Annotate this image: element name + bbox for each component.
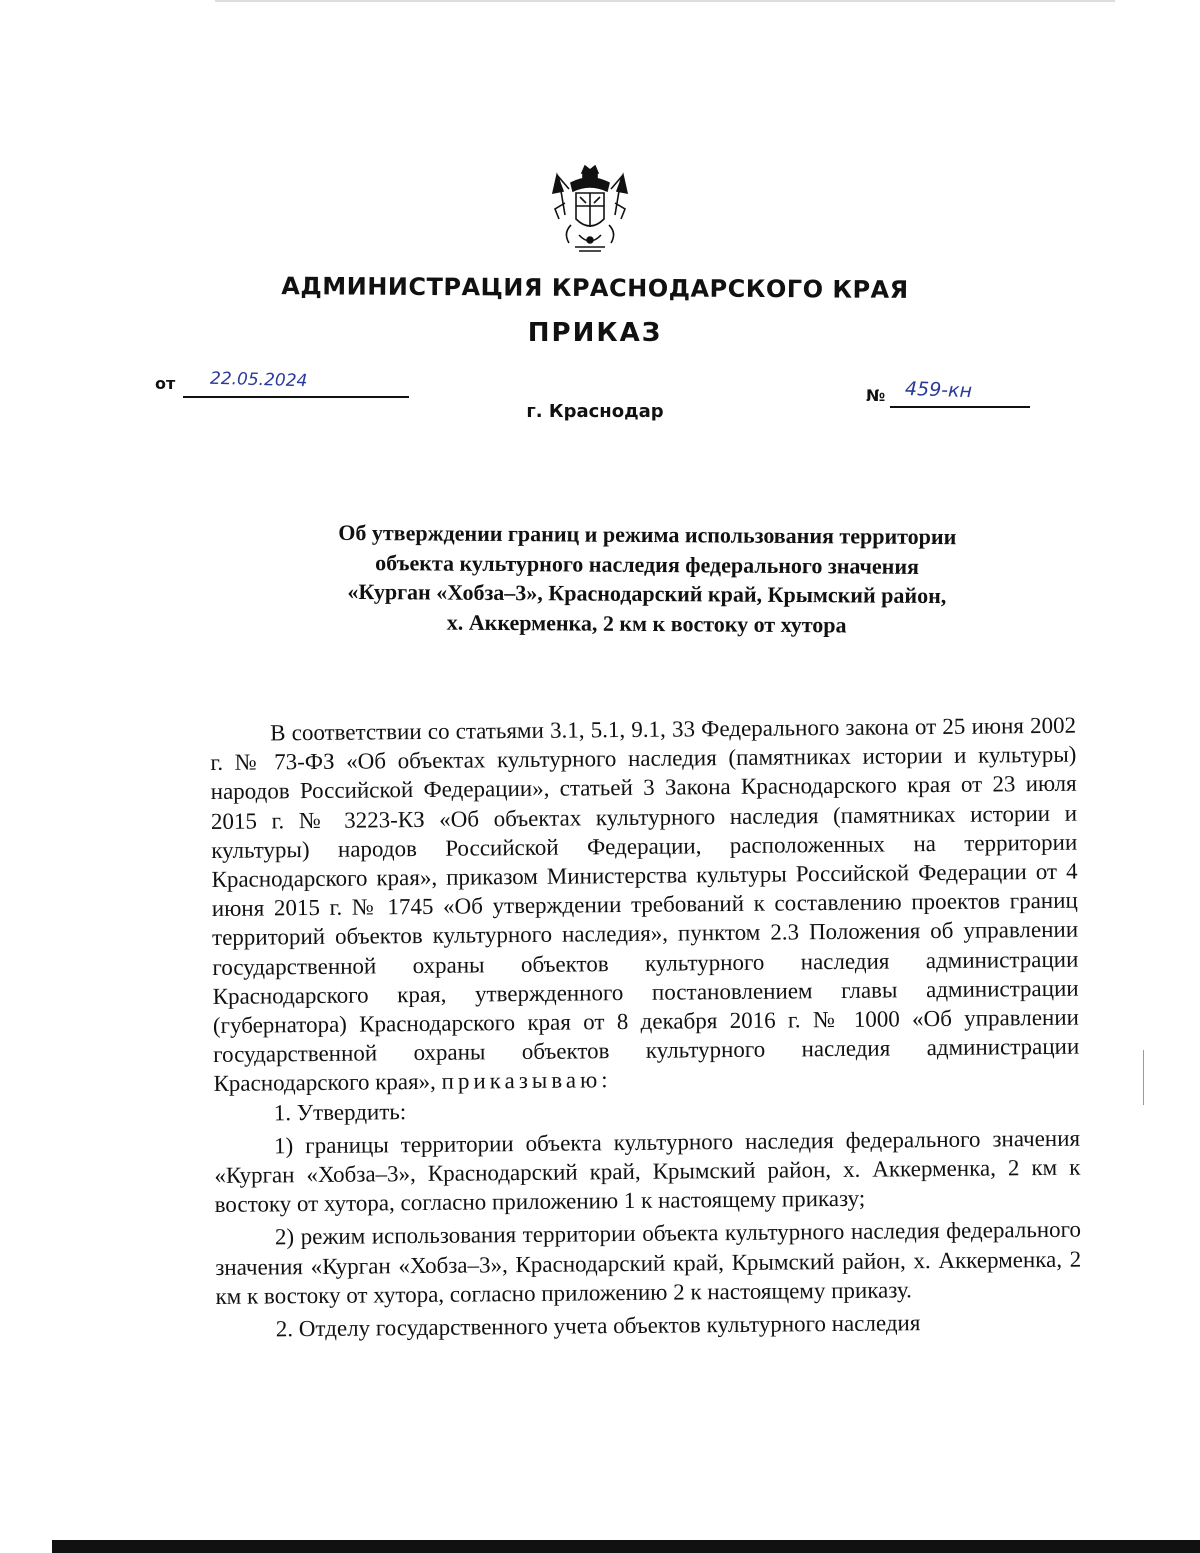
city-label: г. Краснодар	[526, 401, 664, 422]
date-underline	[183, 396, 409, 398]
krasnodar-coat-of-arms-icon	[549, 163, 631, 255]
preamble-text: В соответствии со статьями 3.1, 5.1, 9.1, 33 Федерального закона от 25 июня 2002 г. № 73-ФЗ «Об объектах культурного наследия (памятниках истории и культуры) народов Российской Федерации», статьей 3 Закона Краснодарского края от 23 июля 2015 г. № 3223-КЗ «Об объектах культурного наследия (памятниках истории и культуры) народов Российской Федерации, расположенных на территории Краснодарского края», приказом Министерства культуры Российской Федерации от 4 июня 2015 г. № 1745 «Об утверждении требований к составлению проектов границ территорий объектов культурного наследия», пунктом 2.3 Положения об управлении государственной охраны объектов культурного наследия администрации Краснодарского края, утвержденного постановлением главы администрации (губернатора) Краснодарского края от 8 декабря 2016 г. № 1000 «Об управлении государственной охраны объектов культурного наследия администрации Краснодарского края»,	[210, 712, 1080, 1097]
scan-artifact-top	[215, 0, 1115, 2]
handwritten-number: 459-кн	[904, 377, 973, 403]
item-1-1: 1) границы территории объекта культурного наследия федерального значения «Курган «Хобза–3», Краснодарский край, Крымский район, х. Аккерменка, 2 км к востоку от хутора, согласно приложению 1 к настоящему приказу;	[214, 1125, 1081, 1218]
document-type: ПРИКАЗ	[527, 318, 663, 348]
document-subject	[262, 517, 1033, 640]
handwritten-date: 22.05.2024	[209, 368, 308, 392]
item-1-2: 2) режим использования территории объекта культурного наследия федерального значения «Курган «Хобза–3», Краснодарский край, Крымский район, х. Аккерменка, 2 км к востоку от хутора, согласно приложению 2 к настоящему приказу.	[215, 1217, 1082, 1309]
subject-line: объекта культурного наследия федерального значения	[375, 549, 920, 579]
number-label: №	[866, 386, 886, 405]
item-2: 2. Отделу государственного учета объектов культурного наследия	[275, 1310, 921, 1342]
document-body	[210, 711, 1082, 1345]
item-1: 1. Утвердить:	[273, 1098, 407, 1126]
order-word: приказываю:	[441, 1067, 612, 1095]
subject-line: Об утверждении границ и режима использования территории	[338, 519, 957, 550]
date-label: от	[155, 374, 176, 393]
subject-line: х. Аккерменка, 2 км к востоку от хутора	[446, 609, 847, 637]
scan-artifact-right	[1143, 1050, 1144, 1105]
scan-edge-bottom	[52, 1540, 1200, 1553]
subject-line: «Курган «Хобза–3», Краснодарский край, Крымский район,	[347, 578, 947, 609]
organization-title: АДМИНИСТРАЦИЯ КРАСНОДАРСКОГО КРАЯ	[281, 272, 909, 304]
preamble-paragraph	[210, 711, 1080, 1099]
number-underline	[890, 406, 1030, 408]
